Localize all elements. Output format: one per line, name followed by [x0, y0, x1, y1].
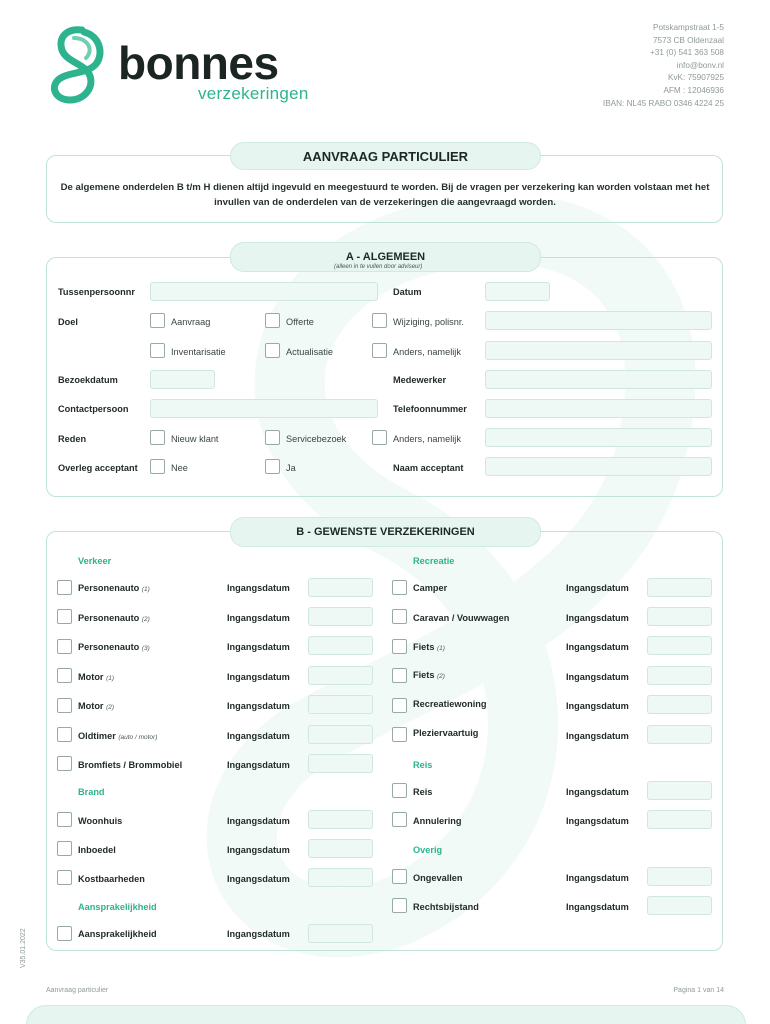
- contactpersoon-label: Contactpersoon: [58, 404, 129, 414]
- ongevallen-label: Ongevallen: [413, 873, 463, 883]
- personenauto-2-checkbox[interactable]: [57, 609, 72, 624]
- anders-reden-input[interactable]: [485, 428, 712, 447]
- caravan-label: Caravan / Vouwwagen: [413, 613, 510, 623]
- aanvraag-label: Aanvraag: [171, 317, 211, 327]
- address-line: Potskampstraat 1-5: [653, 23, 724, 32]
- motor-2-note: (2): [106, 704, 115, 711]
- motor-1-note: (1): [106, 675, 115, 682]
- recreatiewoning-label: Recreatiewoning: [413, 699, 487, 709]
- actualisatie-label: Actualisatie: [286, 347, 333, 357]
- page-title: AANVRAAG PARTICULIER: [230, 142, 541, 170]
- rechtsbijstand-checkbox[interactable]: [392, 898, 407, 913]
- woonhuis-date-input[interactable]: [308, 810, 373, 829]
- camper-checkbox[interactable]: [392, 580, 407, 595]
- section-a-subtitle: (alleen in te vullen door adviseur): [334, 264, 423, 270]
- fiets-1-label: [413, 642, 445, 652]
- category-brand: Brand: [78, 787, 105, 797]
- category-recreatie: Recreatie: [413, 556, 455, 566]
- category-aansprakelijkheid: Aansprakelijkheid: [78, 902, 157, 912]
- oldtimer-label: [78, 731, 157, 741]
- ingangsdatum-label: Ingangsdatum: [566, 816, 629, 826]
- motor-2-checkbox[interactable]: [57, 698, 72, 713]
- address-afm: AFM : 12046936: [663, 85, 724, 95]
- polisnr-input[interactable]: [485, 311, 712, 330]
- personenauto-2-label: [78, 613, 150, 623]
- motor-2-text: Motor: [78, 701, 104, 711]
- brand-subtitle: verzekeringen: [198, 84, 309, 103]
- inventarisatie-label: Inventarisatie: [171, 347, 226, 357]
- intro-text: De algemene onderdelen B t/m H dienen altijd ingevuld en meegestuurd te worden. Bij de vragen per verzekering kan worden volstaan met het invullen van de onderdelen van de verzekeringen die aangevraagd worden.: [60, 182, 710, 208]
- ingangsdatum-label: Ingangsdatum: [227, 874, 290, 884]
- fiets-1-date-input[interactable]: [647, 636, 712, 655]
- datum-input[interactable]: [485, 282, 550, 301]
- fiets-1-checkbox[interactable]: [392, 639, 407, 654]
- ingangsdatum-label: Ingangsdatum: [227, 816, 290, 826]
- ingangsdatum-label: Ingangsdatum: [227, 701, 290, 711]
- address-phone: +31 (0) 541 363 508: [650, 48, 724, 58]
- doel-label: Doel: [58, 317, 78, 327]
- ingangsdatum-label: Ingangsdatum: [227, 845, 290, 855]
- aansprakelijkheid-checkbox[interactable]: [57, 926, 72, 941]
- address-email: info@bonv.nl: [676, 60, 724, 70]
- ingangsdatum-label: Ingangsdatum: [227, 642, 290, 652]
- overleg-nee-checkbox[interactable]: [150, 459, 165, 474]
- servicebezoek-label: Servicebezoek: [286, 434, 347, 444]
- kostbaarheden-checkbox[interactable]: [57, 870, 72, 885]
- servicebezoek-checkbox[interactable]: [265, 430, 280, 445]
- motor-1-date-input[interactable]: [308, 666, 373, 685]
- footer-document-name: Aanvraag particulier: [46, 987, 109, 994]
- anders-doel-label: Anders, namelijk: [393, 347, 461, 357]
- contactpersoon-input[interactable]: [150, 399, 378, 418]
- anders-doel-input[interactable]: [485, 341, 712, 360]
- wijziging-label: Wijziging, polisnr.: [393, 317, 464, 327]
- fiets-2-date-input[interactable]: [647, 666, 712, 685]
- aansprakelijkheid-date-input[interactable]: [308, 924, 373, 943]
- reis-checkbox[interactable]: [392, 783, 407, 798]
- version-label: V35.01.2022: [20, 928, 27, 968]
- personenauto-2-text: Personenauto: [78, 613, 140, 623]
- fiets-2-note: (2): [437, 673, 445, 680]
- ingangsdatum-label: Ingangsdatum: [566, 873, 629, 883]
- bezoekdatum-label: Bezoekdatum: [58, 375, 118, 385]
- woonhuis-label: Woonhuis: [78, 816, 123, 826]
- bromfiets-date-input[interactable]: [308, 754, 373, 773]
- pleziervaartuig-checkbox[interactable]: [392, 727, 407, 742]
- recreatiewoning-date-input[interactable]: [647, 695, 712, 714]
- tussenpersoonnr-label: Tussenpersoonnr: [58, 287, 135, 297]
- pleziervaartuig-date-input[interactable]: [647, 725, 712, 744]
- section-b-frame: [46, 531, 723, 951]
- offerte-label: Offerte: [286, 317, 314, 327]
- brand-name: bonnes: [118, 37, 279, 89]
- company-address: [603, 22, 724, 110]
- medewerker-label: Medewerker: [393, 375, 447, 385]
- ingangsdatum-label: Ingangsdatum: [227, 731, 290, 741]
- ongevallen-date-input[interactable]: [647, 867, 712, 886]
- ingangsdatum-label: Ingangsdatum: [227, 760, 290, 770]
- bromfiets-label: Bromfiets / Brommobiel: [78, 760, 183, 770]
- ingangsdatum-label: Ingangsdatum: [566, 613, 629, 623]
- motor-1-label: [78, 672, 114, 682]
- ingangsdatum-label: Ingangsdatum: [227, 583, 290, 593]
- footer-band: [26, 1005, 746, 1024]
- category-reis: Reis: [413, 760, 433, 770]
- personenauto-2-date-input[interactable]: [308, 607, 373, 626]
- woonhuis-checkbox[interactable]: [57, 812, 72, 827]
- personenauto-1-date-input[interactable]: [308, 578, 373, 597]
- overleg-nee-label: Nee: [171, 463, 188, 473]
- ingangsdatum-label: Ingangsdatum: [566, 787, 629, 797]
- annulering-checkbox[interactable]: [392, 812, 407, 827]
- personenauto-2-note: (2): [141, 616, 150, 623]
- oldtimer-text: Oldtimer: [78, 731, 116, 741]
- motor-1-text: Motor: [78, 672, 104, 682]
- oldtimer-date-input[interactable]: [308, 725, 373, 744]
- address-kvk: KvK: 75907925: [668, 73, 724, 83]
- naam-acceptant-input[interactable]: [485, 457, 712, 476]
- telefoonnummer-label: Telefoonnummer: [393, 404, 467, 414]
- motor-2-date-input[interactable]: [308, 695, 373, 714]
- kostbaarheden-label: Kostbaarheden: [78, 874, 145, 884]
- address-iban: IBAN: NL45 RABO 0346 4224 25: [602, 98, 724, 108]
- anders-doel-checkbox[interactable]: [372, 343, 387, 358]
- personenauto-1-text: Personenauto: [78, 583, 140, 593]
- rechtsbijstand-date-input[interactable]: [647, 896, 712, 915]
- naam-acceptant-label: Naam acceptant: [393, 463, 464, 473]
- personenauto-1-note: (1): [141, 586, 150, 593]
- bromfiets-checkbox[interactable]: [57, 756, 72, 771]
- overleg-acceptant-label: Overleg acceptant: [58, 463, 138, 473]
- inboedel-date-input[interactable]: [308, 839, 373, 858]
- reis-date-input[interactable]: [647, 781, 712, 800]
- personenauto-3-checkbox[interactable]: [57, 639, 72, 654]
- overleg-ja-label: Ja: [286, 463, 296, 473]
- overleg-ja-checkbox[interactable]: [265, 459, 280, 474]
- section-b-title: B - GEWENSTE VERZEKERINGEN: [230, 517, 541, 547]
- aanvraag-checkbox[interactable]: [150, 313, 165, 328]
- personenauto-3-text: Personenauto: [78, 642, 140, 652]
- inventarisatie-checkbox[interactable]: [150, 343, 165, 358]
- fiets-2-checkbox[interactable]: [392, 668, 407, 683]
- pleziervaartuig-label: Pleziervaartuig: [413, 728, 479, 738]
- recreatiewoning-checkbox[interactable]: [392, 698, 407, 713]
- camper-label: Camper: [413, 583, 448, 593]
- annulering-label: Annulering: [413, 816, 462, 826]
- anders-reden-checkbox[interactable]: [372, 430, 387, 445]
- ingangsdatum-label: Ingangsdatum: [566, 701, 629, 711]
- ongevallen-checkbox[interactable]: [392, 869, 407, 884]
- oldtimer-note: (auto / motor): [118, 734, 158, 741]
- nieuw-klant-checkbox[interactable]: [150, 430, 165, 445]
- motor-2-label: [78, 701, 114, 711]
- tussenpersoonnr-input[interactable]: [150, 282, 378, 301]
- telefoonnummer-input[interactable]: [485, 399, 712, 418]
- bezoekdatum-input[interactable]: [150, 370, 215, 389]
- ingangsdatum-label: Ingangsdatum: [566, 902, 629, 912]
- inboedel-checkbox[interactable]: [57, 841, 72, 856]
- fiets-2-label: [413, 670, 445, 680]
- oldtimer-checkbox[interactable]: [57, 727, 72, 742]
- caravan-date-input[interactable]: [647, 607, 712, 626]
- motor-1-checkbox[interactable]: [57, 668, 72, 683]
- footer-page-number: Pagina 1 van 14: [673, 987, 724, 994]
- ingangsdatum-label: Ingangsdatum: [566, 583, 629, 593]
- personenauto-3-date-input[interactable]: [308, 636, 373, 655]
- nieuw-klant-label: Nieuw klant: [171, 434, 219, 444]
- personenauto-3-note: (3): [141, 645, 150, 652]
- personenauto-3-label: [78, 642, 150, 652]
- personenauto-1-label: [78, 583, 150, 593]
- fiets-2-text: Fiets: [413, 670, 435, 680]
- medewerker-input[interactable]: [485, 370, 712, 389]
- ingangsdatum-label: Ingangsdatum: [566, 672, 629, 682]
- kostbaarheden-date-input[interactable]: [308, 868, 373, 887]
- address-line: 7573 CB Oldenzaal: [652, 35, 724, 45]
- aansprakelijkheid-label: Aansprakelijkheid: [78, 929, 157, 939]
- ingangsdatum-label: Ingangsdatum: [227, 672, 290, 682]
- inboedel-label: Inboedel: [78, 845, 116, 855]
- ingangsdatum-label: Ingangsdatum: [566, 642, 629, 652]
- category-verkeer: Verkeer: [78, 556, 112, 566]
- reis-label: Reis: [413, 787, 433, 797]
- camper-date-input[interactable]: [647, 578, 712, 597]
- personenauto-1-checkbox[interactable]: [57, 580, 72, 595]
- actualisatie-checkbox[interactable]: [265, 343, 280, 358]
- ingangsdatum-label: Ingangsdatum: [227, 929, 290, 939]
- anders-reden-label: Anders, namelijk: [393, 434, 461, 444]
- datum-label: Datum: [393, 287, 422, 297]
- category-overig: Overig: [413, 845, 443, 855]
- ingangsdatum-label: Ingangsdatum: [566, 731, 629, 741]
- bonnes-logo-icon: [44, 24, 110, 108]
- offerte-checkbox[interactable]: [265, 313, 280, 328]
- section-a-title: A - ALGEMEEN: [230, 242, 541, 272]
- ingangsdatum-label: Ingangsdatum: [227, 613, 290, 623]
- fiets-1-note: (1): [437, 645, 445, 652]
- wijziging-checkbox[interactable]: [372, 313, 387, 328]
- caravan-checkbox[interactable]: [392, 609, 407, 624]
- annulering-date-input[interactable]: [647, 810, 712, 829]
- rechtsbijstand-label: Rechtsbijstand: [413, 902, 479, 912]
- fiets-1-text: Fiets: [413, 642, 435, 652]
- reden-label: Reden: [58, 434, 87, 444]
